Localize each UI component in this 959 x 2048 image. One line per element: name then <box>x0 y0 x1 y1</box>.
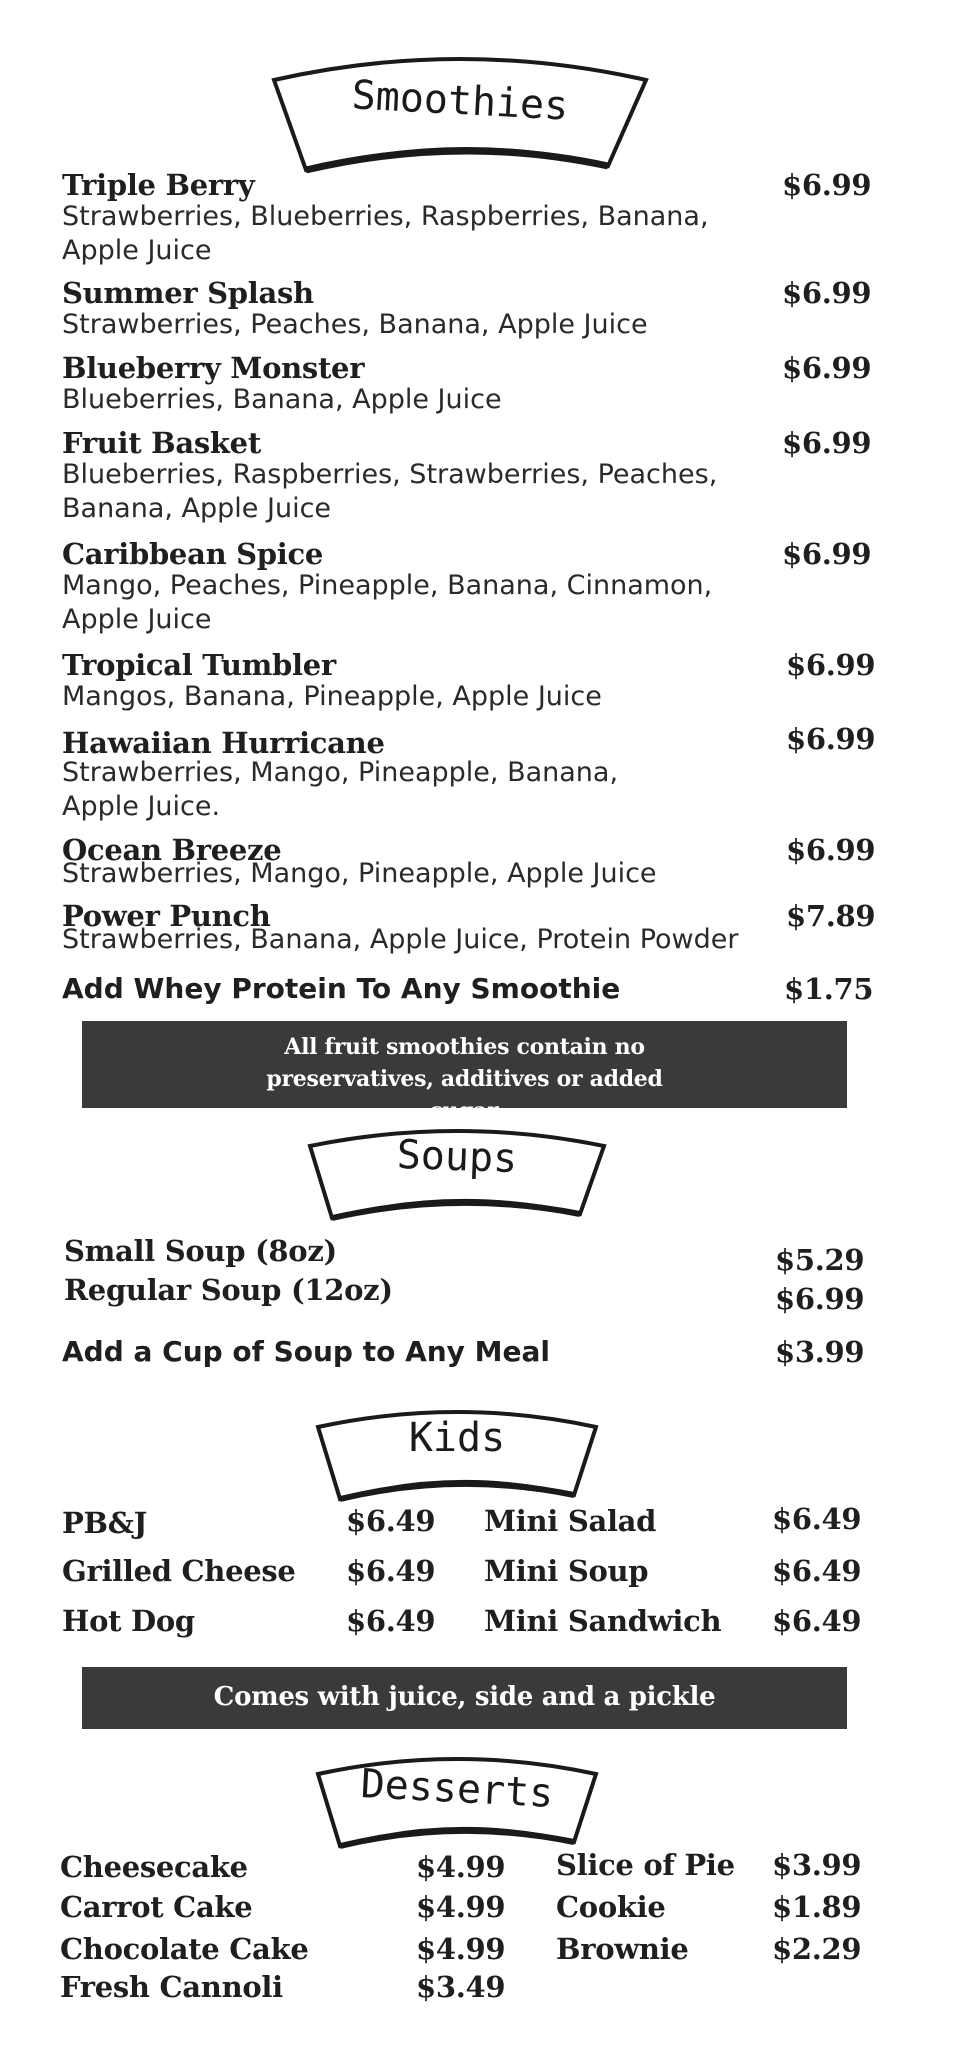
smoothies-banner <box>268 48 652 178</box>
item-name: Ocean Breeze <box>62 833 282 867</box>
item-name: Hawaiian Hurricane <box>62 726 385 760</box>
soup-item-price: $5.29 <box>775 1243 865 1277</box>
item-description: Strawberries, Banana, Apple Juice, Protein Powder <box>62 924 739 955</box>
kids-item-name: Hot Dog <box>62 1604 195 1638</box>
soups-banner <box>304 1124 610 1224</box>
item-name: Tropical Tumbler <box>62 648 336 682</box>
dessert-item-name: Brownie <box>556 1932 689 1966</box>
item-price: $7.89 <box>786 899 876 933</box>
soups-title: Soups <box>396 1131 518 1183</box>
dessert-item-price: $2.29 <box>772 1932 862 1966</box>
dessert-item-price: $1.89 <box>772 1890 862 1924</box>
item-price: $6.99 <box>786 833 876 867</box>
item-name: Caribbean Spice <box>62 537 323 571</box>
soup-item-name: Regular Soup (12oz) <box>64 1273 393 1307</box>
soup-item-price: $6.99 <box>775 1282 865 1316</box>
kids-title: Kids <box>408 1415 506 1461</box>
item-name: Power Punch <box>62 899 271 933</box>
kids-item-price: $6.49 <box>772 1554 862 1588</box>
item-name: Summer Splash <box>62 276 314 310</box>
item-price: $6.99 <box>782 351 872 385</box>
kids-item-price: $6.49 <box>772 1502 862 1536</box>
dessert-item-name: Cheesecake <box>60 1850 248 1884</box>
desserts-title: Desserts <box>359 1760 555 1818</box>
smoothies-title: Smoothies <box>350 72 570 130</box>
item-description: Mangos, Banana, Pineapple, Apple Juice <box>62 681 602 712</box>
item-price: $6.99 <box>782 276 872 310</box>
item-description: Strawberries, Mango, Pineapple, Apple Juice <box>62 858 657 889</box>
smoothies-note-bar <box>82 1021 847 1124</box>
kids-item-name: Grilled Cheese <box>62 1554 296 1588</box>
dessert-item-name: Slice of Pie <box>556 1848 735 1882</box>
kids-note-text: Comes with juice, side and a pickle <box>213 1682 716 1712</box>
item-name: Fruit Basket <box>62 426 261 460</box>
kids-item-price: $6.49 <box>346 1504 436 1538</box>
soup-addon-label: Add a Cup of Soup to Any Meal <box>62 1335 551 1368</box>
item-price: $6.99 <box>782 426 872 460</box>
kids-banner <box>312 1405 602 1505</box>
kids-item-price: $6.49 <box>346 1604 436 1638</box>
dessert-item-name: Carrot Cake <box>60 1890 253 1924</box>
item-description: Strawberries, Blueberries, Raspberries, Banana, Apple Juice <box>62 201 709 266</box>
item-name: Triple Berry <box>62 168 255 202</box>
item-price: $6.99 <box>782 168 872 202</box>
kids-item-price: $6.49 <box>772 1604 862 1638</box>
kids-item-price: $6.49 <box>346 1554 436 1588</box>
item-description: Blueberries, Raspberries, Strawberries, Peaches, Banana, Apple Juice <box>62 459 718 524</box>
dessert-item-price: $3.99 <box>772 1848 862 1882</box>
item-description: Strawberries, Mango, Pineapple, Banana, Apple Juice. <box>62 757 619 822</box>
dessert-item-name: Cookie <box>556 1890 666 1924</box>
kids-item-name: Mini Soup <box>484 1554 649 1588</box>
soup-addon-price: $3.99 <box>775 1335 865 1369</box>
dessert-item-name: Fresh Cannoli <box>60 1970 283 2004</box>
whey-addon-price: $1.75 <box>784 972 874 1006</box>
item-price: $6.99 <box>782 537 872 571</box>
whey-addon-label: Add Whey Protein To Any Smoothie <box>62 972 621 1005</box>
item-price: $6.99 <box>786 722 876 756</box>
smoothies-note-text: All fruit smoothies contain no preservatives, additives or added sugar <box>266 1034 663 1124</box>
item-description: Mango, Peaches, Pineapple, Banana, Cinnamon, Apple Juice <box>62 570 713 635</box>
kids-item-name: PB&J <box>62 1506 148 1540</box>
desserts-banner <box>312 1752 602 1852</box>
item-name: Blueberry Monster <box>62 351 365 385</box>
item-price: $6.99 <box>786 648 876 682</box>
dessert-item-price: $4.99 <box>416 1932 506 1966</box>
item-description: Blueberries, Banana, Apple Juice <box>62 384 502 415</box>
kids-note-bar <box>82 1667 847 1729</box>
dessert-item-price: $3.49 <box>416 1970 506 2004</box>
dessert-item-price: $4.99 <box>416 1850 506 1884</box>
kids-item-name: Mini Sandwich <box>484 1604 722 1638</box>
kids-item-name: Mini Salad <box>484 1504 657 1538</box>
item-description: Strawberries, Peaches, Banana, Apple Juice <box>62 309 648 340</box>
soup-item-name: Small Soup (8oz) <box>64 1234 337 1268</box>
dessert-item-price: $4.99 <box>416 1890 506 1924</box>
dessert-item-name: Chocolate Cake <box>60 1932 309 1966</box>
